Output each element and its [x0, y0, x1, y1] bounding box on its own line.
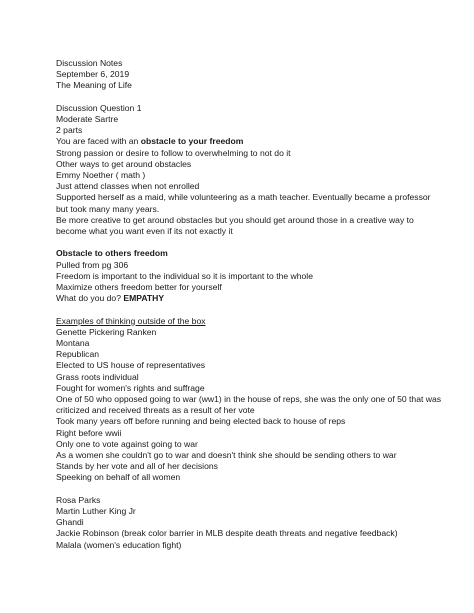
- faced-bold: obstacle to your freedom: [140, 136, 244, 147]
- example-line: Speeking on behalf of all women: [56, 472, 181, 483]
- examples-heading: Examples of thinking outside of the box: [56, 315, 206, 326]
- faced-obstacle-line: [56, 136, 454, 147]
- example-line: Republican: [56, 349, 99, 360]
- others-freedom-heading: Obstacle to others freedom: [56, 248, 168, 259]
- what-prefix: What do you do?: [56, 293, 124, 304]
- question-heading: Discussion Question 1: [56, 102, 142, 113]
- doc-subject: The Meaning of Life: [56, 80, 132, 91]
- noether-line: Emmy Noether ( math ): [56, 170, 146, 181]
- spacer: [56, 92, 454, 103]
- example-line: Only one to vote against going to war: [56, 438, 198, 449]
- person-line: Malala (women's education fight): [56, 539, 182, 550]
- supported-line: Supported herself as a maid, while volunteering as a math teacher. Eventually became a professor but took many many years.: [56, 192, 431, 214]
- empathy-bold: EMPATHY: [123, 293, 165, 304]
- question-parts: 2 parts: [56, 125, 83, 136]
- question-author: Moderate Sartre: [56, 114, 119, 124]
- doc-date: September 6, 2019: [56, 69, 130, 80]
- spacer: [56, 237, 454, 248]
- example-line: Took many years off before running and being elected back to house of reps: [56, 416, 346, 427]
- example-line: Fought for women's rights and suffrage: [56, 382, 205, 393]
- creative-line: Be more creative to get around obstacles but you should get around those in a creative way to become what you want even if its not exactly it: [56, 214, 414, 237]
- attend-line: Just attend classes when not enrolled: [56, 181, 200, 192]
- faced-prefix: You are faced with an: [56, 136, 141, 147]
- other-ways-line: Other ways to get around obstacles: [56, 158, 192, 169]
- example-line: One of 50 who opposed going to war (ww1) in the house of reps, she was the only one of 50 that was criticized and received threats as a result of her vote: [56, 394, 442, 416]
- example-line: Montana: [56, 338, 90, 349]
- example-line: Grass roots individual: [56, 371, 139, 382]
- example-line: Genette Pickering Ranken: [56, 326, 157, 337]
- example-line: Stands by her vote and all of her decisions: [56, 461, 218, 472]
- doc-title: Discussion Notes: [56, 58, 123, 68]
- pulled-line: Pulled from pg 306: [56, 259, 129, 270]
- freedom-line: Freedom is important to the individual so it is important to the whole: [56, 270, 313, 281]
- spacer: [56, 484, 454, 495]
- person-line: Rosa Parks: [56, 494, 101, 505]
- person-line: Ghandi: [56, 517, 84, 528]
- spacer: [56, 304, 454, 315]
- example-line: Elected to US house of representatives: [56, 360, 206, 371]
- passion-line: Strong passion or desire to follow to overwhelming to not do it: [56, 147, 291, 158]
- maximize-line: Maximize others freedom better for yourself: [56, 282, 222, 293]
- example-line: As a women she couldn't go to war and doesn't think she should be sending others to war: [56, 450, 397, 461]
- what-do-you-do-line: [56, 293, 454, 304]
- example-line: Right before wwii: [56, 427, 122, 438]
- person-line: Jackie Robinson (break color barrier in MLB despite death threats and negative feedback): [56, 528, 398, 539]
- person-line: Martin Luther King Jr: [56, 506, 136, 517]
